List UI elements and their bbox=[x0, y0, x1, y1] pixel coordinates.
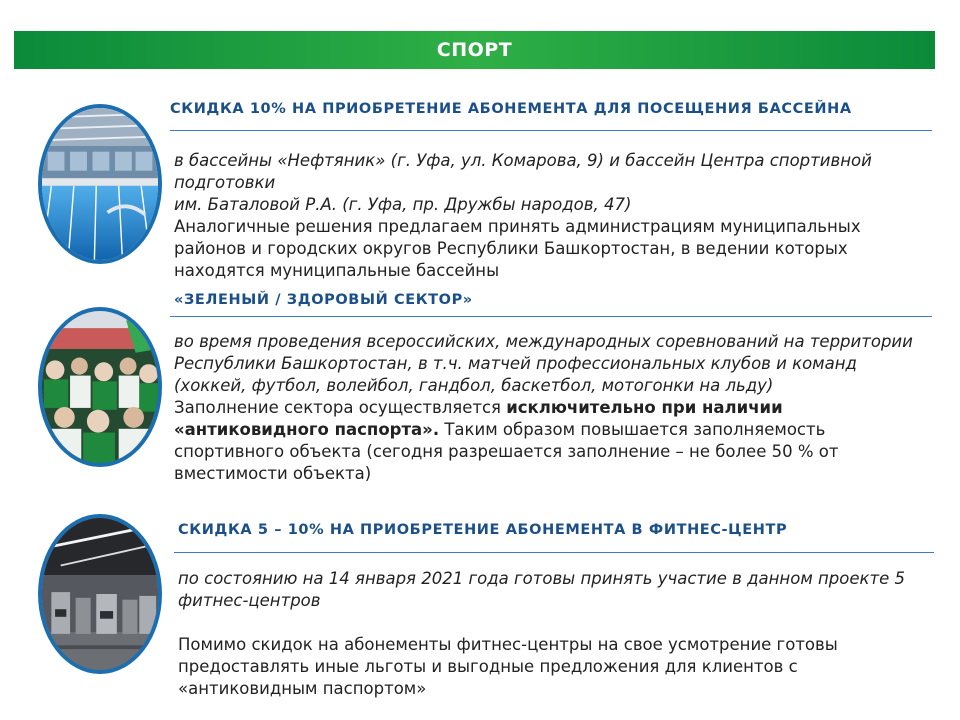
section3-text bbox=[178, 568, 934, 700]
section1-heading: СКИДКА 10% НА ПРИОБРЕТЕНИЕ АБОНЕМЕНТА ДЛЯ ПОСЕЩЕНИЯ БАССЕЙНА bbox=[170, 101, 852, 117]
section1-italic-line2: им. Баталовой Р.А. (г. Уфа, пр. Дружбы народов, 47) bbox=[174, 195, 632, 214]
section1-divider bbox=[170, 130, 932, 131]
section2-heading: «ЗЕЛЕНЫЙ / ЗДОРОВЫЙ СЕКТОР» bbox=[174, 292, 473, 308]
section3-heading: СКИДКА 5 – 10% НА ПРИОБРЕТЕНИЕ АБОНЕМЕНТА В ФИТНЕС-ЦЕНТР bbox=[178, 522, 788, 538]
section3-spacer bbox=[178, 612, 934, 634]
pool-photo bbox=[38, 104, 162, 264]
section3-italic: по состоянию на 14 января 2021 года готовы принять участие в данном проекте 5 фитнес-центров bbox=[178, 569, 905, 610]
page-banner bbox=[14, 31, 935, 69]
section2-body bbox=[174, 397, 934, 485]
section2-body-suffix: Таким образом повышается заполняемость спортивного объекта (сегодня разрешается заполнение – не более 50 % от вместимости объекта) bbox=[174, 420, 839, 483]
section2-body-prefix: Заполнение сектора осуществляется bbox=[174, 398, 507, 417]
page-title: СПОРТ bbox=[436, 39, 513, 61]
section1-body: Аналогичные решения предлагаем принять администрациям муниципальных районов и городских округов Республики Башкортостан, в ведении которых находятся муниципальные бассейны bbox=[174, 217, 861, 280]
section2-text bbox=[174, 331, 934, 485]
section3-divider bbox=[174, 552, 934, 553]
section2-italic: во время проведения всероссийских, международных соревнований на территории Республики Башкортостан, в т.ч. матчей профессиональных клубов и команд (хоккей, футбол, волейбол, гандбол, баскетбол, мотогонки на льду) bbox=[174, 332, 913, 395]
section1-italic-line1: в бассейны «Нефтяник» (г. Уфа, ул. Комарова, 9) и бассейн Центра спортивной подготовки bbox=[174, 151, 872, 192]
section2-body-bold: исключительно при наличии «антиковидного паспорта». bbox=[174, 398, 783, 439]
stadium-fans-photo bbox=[38, 307, 162, 467]
section3-body: Помимо скидок на абонементы фитнес-центры на свое усмотрение готовы предоставлять иные льготы и выгодные предложения для клиентов с «антиковидным паспортом» bbox=[178, 635, 838, 698]
section2-divider bbox=[170, 316, 932, 317]
gym-photo bbox=[38, 514, 162, 674]
section1-text bbox=[174, 150, 932, 282]
